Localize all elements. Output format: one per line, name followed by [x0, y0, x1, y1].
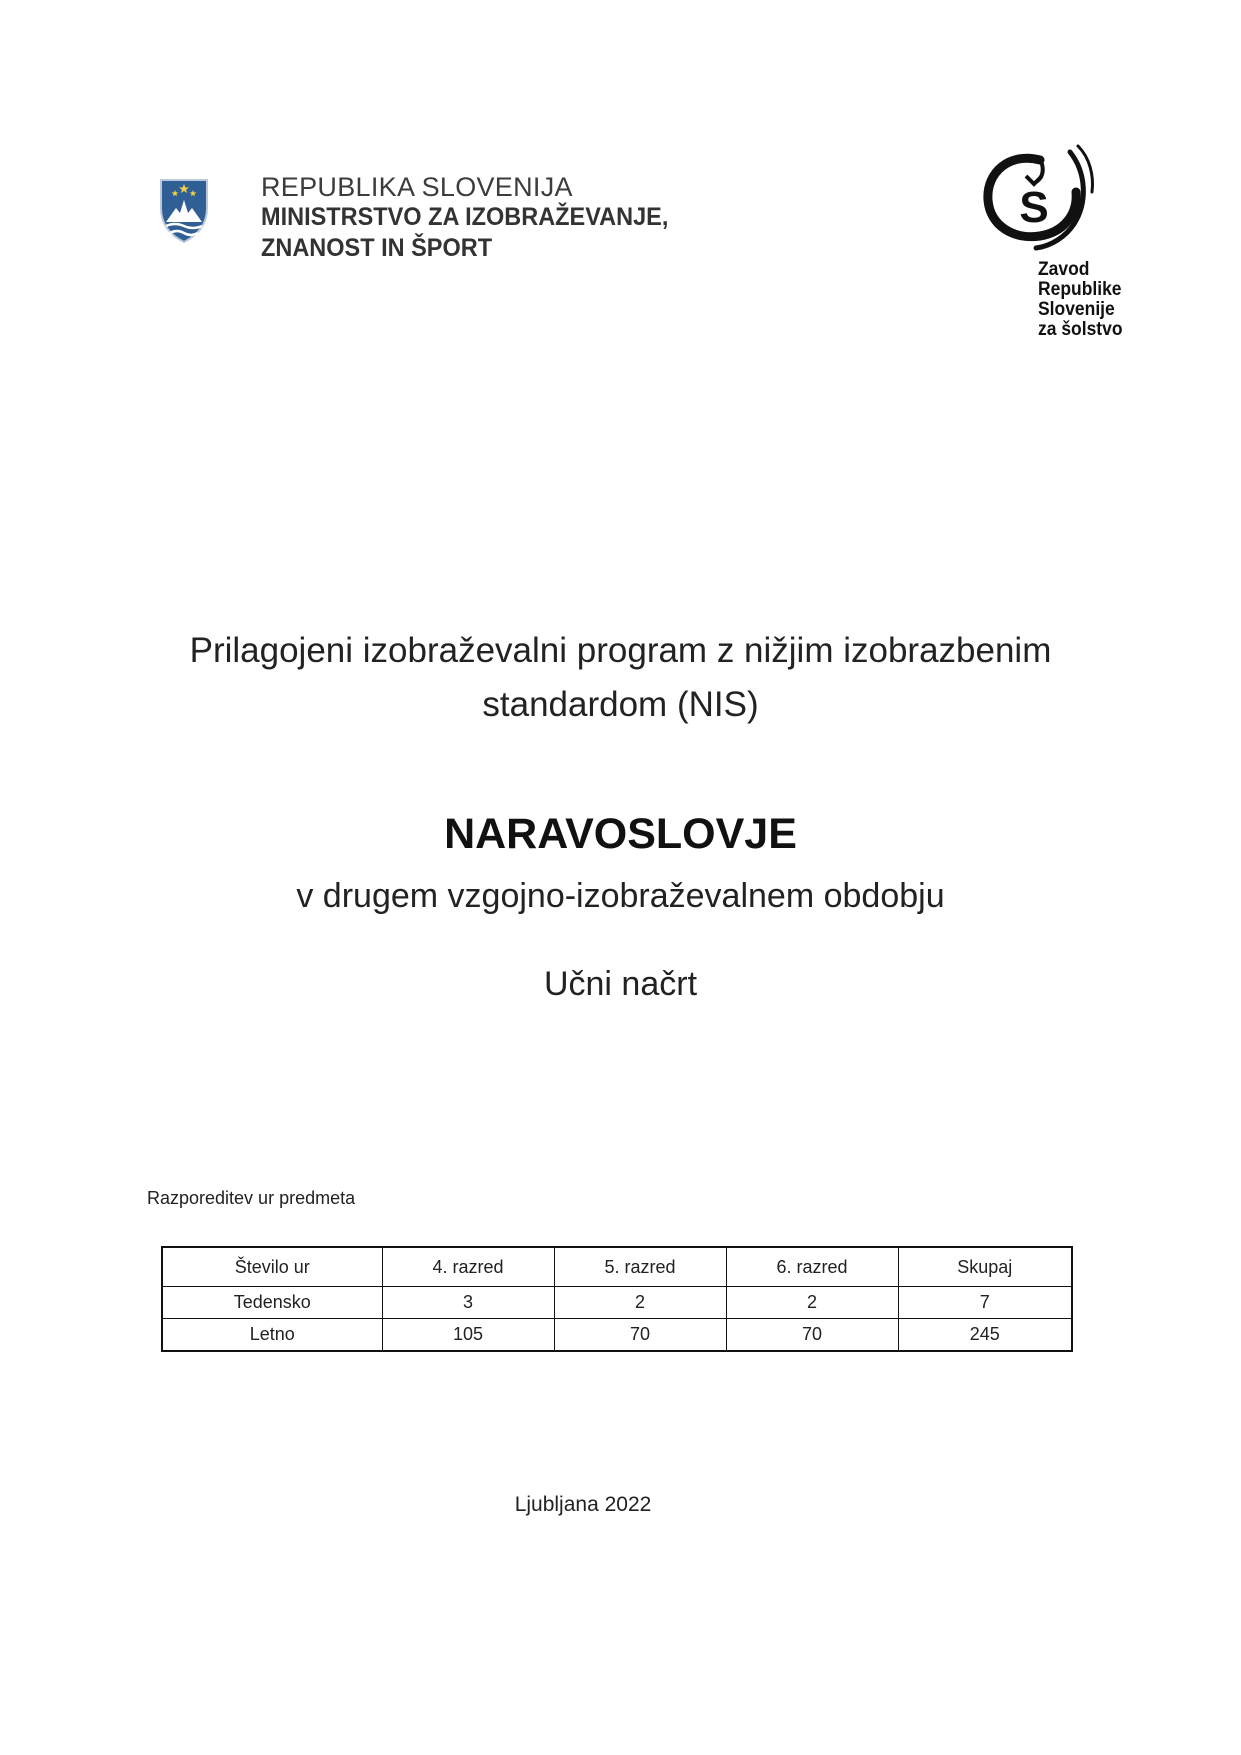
table-cell: 2	[726, 1287, 898, 1319]
hours-distribution-table	[161, 1246, 1073, 1352]
institute-line: Slovenije	[1038, 299, 1115, 320]
header-cell: 5. razred	[554, 1247, 726, 1287]
table-cell: 7	[898, 1287, 1072, 1319]
program-title	[0, 624, 1241, 732]
ministry-line-3: ZNANOST IN ŠPORT	[261, 234, 493, 262]
program-title-line-1: Prilagojeni izobraževalni program z nižjim izobrazbenim	[189, 631, 1052, 670]
table-header-row	[162, 1247, 1072, 1287]
program-title-line-2: standardom (NIS)	[482, 685, 759, 724]
institute-line: Republike	[1038, 279, 1122, 300]
header-cell: 4. razred	[382, 1247, 554, 1287]
institute-logo	[978, 142, 1128, 342]
svg-text:S: S	[1019, 183, 1049, 232]
table-cell: Tedensko	[162, 1287, 382, 1319]
ministry-line-2: MINISTRSTVO ZA IZOBRAŽEVANJE,	[261, 203, 669, 231]
slovenian-coat-of-arms-logo	[158, 178, 210, 244]
subject-title: NARAVOSLOVJE	[444, 810, 797, 858]
institute-line: Zavod	[1038, 259, 1090, 280]
table-cell: 245	[898, 1319, 1072, 1352]
table-cell: 70	[554, 1319, 726, 1352]
table-row	[162, 1287, 1072, 1319]
table-row	[162, 1319, 1072, 1352]
zrss-emblem-icon	[978, 142, 1098, 257]
table-cell: 70	[726, 1319, 898, 1352]
table-cell: 2	[554, 1287, 726, 1319]
ministry-name	[261, 172, 781, 264]
header-cell: Število ur	[162, 1247, 382, 1287]
table-cell: Letno	[162, 1319, 382, 1352]
table-caption: Razporeditev ur predmeta	[147, 1188, 356, 1208]
ministry-line-1: REPUBLIKA SLOVENIJA	[261, 172, 573, 202]
period-subtitle: v drugem vzgojno-izobraževalnem obdobju	[296, 877, 945, 915]
document-type: Učni načrt	[543, 965, 698, 1003]
place-and-year: Ljubljana 2022	[514, 1493, 652, 1516]
table-cell: 105	[382, 1319, 554, 1352]
table-cell: 3	[382, 1287, 554, 1319]
header-cell: 6. razred	[726, 1247, 898, 1287]
institute-name	[1038, 260, 1130, 340]
institute-line: za šolstvo	[1038, 319, 1123, 340]
header-cell: Skupaj	[898, 1247, 1072, 1287]
